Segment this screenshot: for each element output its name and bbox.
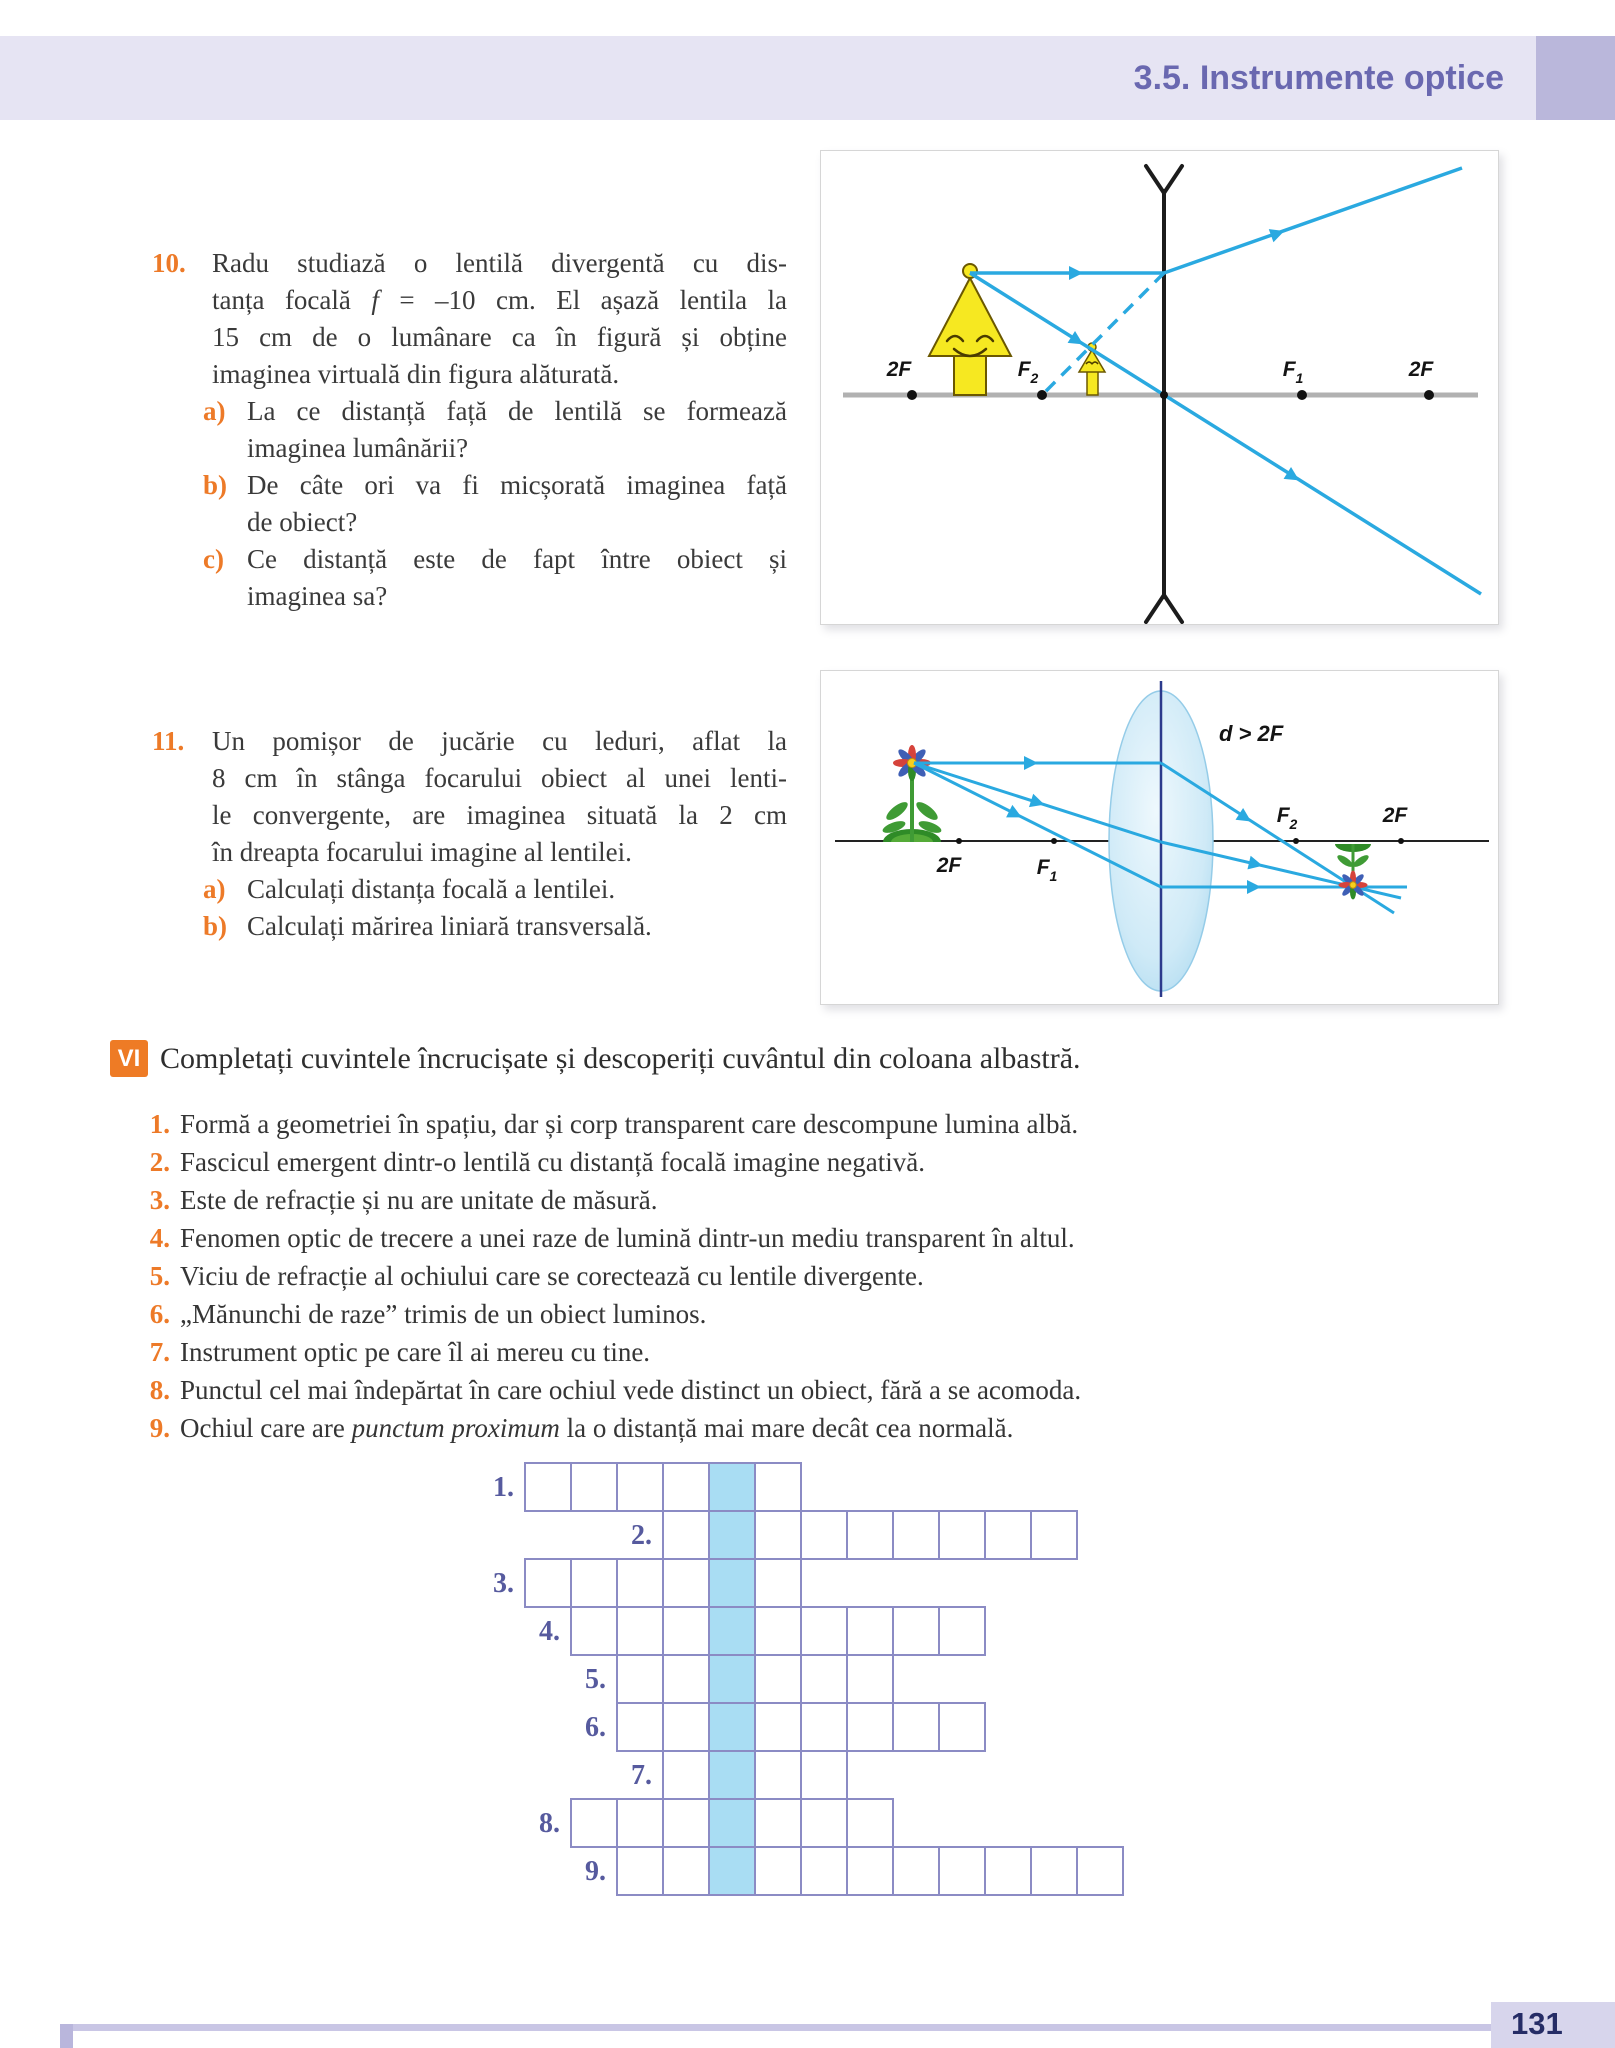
problem-line: 8 cm în stânga focarului obiect al unei lenti- xyxy=(212,763,787,793)
problem-line: Un pomișor de jucărie cu leduri, aflat la xyxy=(212,726,787,756)
crossword-cell xyxy=(984,1846,1032,1896)
label-2f-right: 2F xyxy=(1408,358,1434,381)
item-label-b: b) xyxy=(203,470,228,500)
crossword-cell xyxy=(754,1654,802,1704)
crossword-cell xyxy=(846,1510,894,1560)
crossword-cell xyxy=(938,1606,986,1656)
clue-text: Fascicul emergent dintr-o lentilă cu distanță focală imagine negativă. xyxy=(180,1147,925,1177)
crossword-cell xyxy=(616,1606,664,1656)
problem10-number: 10. xyxy=(152,248,186,278)
clue-text: Formă a geometriei în spațiu, dar și corp transparent care descompune lumina albă. xyxy=(180,1109,1079,1139)
crossword-cell xyxy=(846,1846,894,1896)
clue-number: 2. xyxy=(149,1147,170,1177)
crossword-cell xyxy=(570,1462,618,1512)
crossword-cell xyxy=(524,1558,572,1608)
crossword-cell-highlighted xyxy=(708,1702,756,1752)
crossword-cell-highlighted xyxy=(708,1654,756,1704)
clue-text: Este de refracție și nu are unitate de măsură. xyxy=(180,1185,658,1215)
crossword-row-label: 6. xyxy=(585,1712,606,1743)
clue-number: 7. xyxy=(149,1337,170,1367)
crossword-cell xyxy=(1030,1510,1078,1560)
crossword-cell xyxy=(846,1606,894,1656)
item-label-c: c) xyxy=(203,544,224,574)
crossword-cell xyxy=(800,1750,848,1800)
crossword-cell xyxy=(800,1606,848,1656)
crossword-cell xyxy=(800,1798,848,1848)
crossword-row-label: 4. xyxy=(539,1616,560,1647)
crossword-row-label: 5. xyxy=(585,1664,606,1695)
crossword-cell-highlighted xyxy=(708,1846,756,1896)
crossword-cell xyxy=(800,1846,848,1896)
crossword-cell xyxy=(662,1750,710,1800)
problem-line: Ce distanță este de fapt între obiect și xyxy=(247,544,787,574)
object-candle-icon xyxy=(929,264,1011,395)
section-badge: VI xyxy=(110,1040,148,1077)
crossword-cell xyxy=(754,1462,802,1512)
crossword-cell xyxy=(616,1654,664,1704)
clue-text: Instrument optic pe care îl ai mereu cu tine. xyxy=(180,1337,651,1367)
crossword-cell xyxy=(754,1798,802,1848)
crossword-cell xyxy=(984,1510,1032,1560)
item-label-a: a) xyxy=(203,874,226,904)
crossword-cell xyxy=(892,1606,940,1656)
problem-line xyxy=(212,282,787,319)
crossword-cell xyxy=(616,1798,664,1848)
problem-line: Calculați mărirea liniară transversală. xyxy=(247,911,652,941)
clue-number: 9. xyxy=(149,1413,170,1443)
crossword-cell xyxy=(570,1798,618,1848)
virtual-ray-dashed xyxy=(1042,273,1164,395)
footer-rule xyxy=(60,2024,1491,2031)
header-band xyxy=(0,36,1615,120)
figure-converging-lens xyxy=(820,670,1499,1005)
page-number: 131 xyxy=(1511,2006,1563,2041)
crossword-cell xyxy=(754,1558,802,1608)
crossword-cell xyxy=(570,1558,618,1608)
flower-petals xyxy=(1339,871,1368,900)
focal-length-symbol: f xyxy=(371,285,379,315)
problem-line: La ce distanță față de lentilă se formează xyxy=(247,396,787,426)
crossword-cell xyxy=(662,1654,710,1704)
crossword-cell xyxy=(524,1462,572,1512)
crossword-cell xyxy=(754,1702,802,1752)
problem-line: le convergente, are imaginea situată la 2 cm xyxy=(212,800,787,830)
crossword-cell xyxy=(570,1606,618,1656)
problem-line: Calculați distanța focală a lentilei. xyxy=(247,874,616,904)
crossword-cell xyxy=(892,1702,940,1752)
crossword-cell-highlighted xyxy=(708,1462,756,1512)
crossword-cell xyxy=(662,1798,710,1848)
page-title: 3.5. Instrumente optice xyxy=(1133,59,1504,97)
figure2-diagram xyxy=(821,671,1498,1004)
footer-rule-end xyxy=(60,2024,73,2048)
crossword-cell xyxy=(754,1510,802,1560)
crossword-cell xyxy=(800,1510,848,1560)
crossword-cell xyxy=(938,1846,986,1896)
problem-line: De câte ori va fi micșorată imaginea față xyxy=(247,470,787,500)
crossword-cell xyxy=(662,1606,710,1656)
crossword-cell xyxy=(754,1846,802,1896)
label-condition: d > 2F xyxy=(1219,721,1284,746)
crossword-cell xyxy=(662,1558,710,1608)
crossword-row-label: 7. xyxy=(631,1760,652,1791)
label-f1: $F_1$ xyxy=(1282,358,1304,386)
crossword-cell xyxy=(846,1798,894,1848)
item-label-b: b) xyxy=(203,911,228,941)
problem-line: 15 cm de o lumânare ca în figură și obține xyxy=(212,322,787,352)
crossword-cell xyxy=(846,1654,894,1704)
crossword-cell xyxy=(616,1702,664,1752)
object-tree-icon xyxy=(881,745,943,842)
crossword-row-label: 2. xyxy=(631,1520,652,1551)
label-2f-right: 2F xyxy=(1382,804,1408,827)
crossword-cell xyxy=(800,1654,848,1704)
central-ray xyxy=(970,273,1481,594)
crossword-cell-highlighted xyxy=(708,1798,756,1848)
crossword-cell xyxy=(800,1702,848,1752)
crossword-row-label: 1. xyxy=(493,1472,514,1503)
text-segment: = –10 cm. El așază lentila la xyxy=(378,285,788,315)
problem-line: în dreapta focarului imagine al lentilei. xyxy=(212,837,632,867)
label-f2: $F_2$ xyxy=(1276,804,1298,832)
crossword-cell xyxy=(662,1702,710,1752)
crossword-row-label: 8. xyxy=(539,1808,560,1839)
problem-line: de obiect? xyxy=(247,507,358,537)
refracted-ray xyxy=(1164,168,1462,273)
crossword-cell xyxy=(616,1462,664,1512)
section-title: Completați cuvintele încrucișate și descoperiți cuvântul din coloana albastră. xyxy=(160,1042,1081,1075)
label-f1: $F_1$ xyxy=(1036,856,1058,884)
crossword-cell xyxy=(754,1606,802,1656)
crossword-cell xyxy=(846,1702,894,1752)
crossword-cell-highlighted xyxy=(708,1750,756,1800)
label-2f-left: 2F xyxy=(936,854,962,877)
figure-diverging-lens xyxy=(820,150,1499,625)
header-corner-block xyxy=(1536,36,1615,120)
clue-number: 5. xyxy=(149,1261,170,1291)
item-label-a: a) xyxy=(203,396,226,426)
crossword-cell xyxy=(662,1462,710,1512)
clue-text: Ochiul care are punctum proximum la o distanță mai mare decât cea normală. xyxy=(180,1413,1014,1443)
crossword-cell xyxy=(938,1702,986,1752)
problem-line: imaginea virtuală din figura alăturată. xyxy=(212,359,620,389)
crossword-row-label: 3. xyxy=(493,1568,514,1599)
crossword-cell xyxy=(1076,1846,1124,1896)
crossword-cell-highlighted xyxy=(708,1510,756,1560)
text-segment: tanța focală xyxy=(212,285,372,315)
clue-text: Viciu de refracție al ochiului care se corectează cu lentile divergente. xyxy=(180,1261,924,1291)
clue-number: 3. xyxy=(149,1185,170,1215)
crossword-cell xyxy=(892,1510,940,1560)
problem-line: Radu studiază o lentilă divergentă cu dis- xyxy=(212,248,787,278)
crossword-cell xyxy=(1030,1846,1078,1896)
figure1-diagram xyxy=(821,151,1498,624)
crossword-cell-highlighted xyxy=(708,1558,756,1608)
problem11-number: 11. xyxy=(152,726,185,756)
crossword-cell xyxy=(892,1846,940,1896)
clue-text: Punctul cel mai îndepărtat în care ochiul vede distinct un obiect, fără a se acomoda. xyxy=(180,1375,1082,1405)
problem-line: imaginea lumânării? xyxy=(247,433,469,463)
crossword-cell xyxy=(616,1558,664,1608)
label-f2: $F_2$ xyxy=(1017,358,1039,386)
crossword-row-label: 9. xyxy=(585,1856,606,1887)
crossword-cell xyxy=(662,1846,710,1896)
clue-number: 4. xyxy=(149,1223,170,1253)
crossword-cell xyxy=(662,1510,710,1560)
clue-number: 6. xyxy=(149,1299,170,1329)
problem-line: imaginea sa? xyxy=(247,581,388,611)
crossword-cell xyxy=(754,1750,802,1800)
clue-number: 1. xyxy=(149,1109,170,1139)
clue-text: Fenomen optic de trecere a unei raze de lumină dintr-un mediu transparent în altul. xyxy=(180,1223,1075,1253)
clue-number: 8. xyxy=(149,1375,170,1405)
label-2f-left: 2F xyxy=(886,358,912,381)
crossword-cell xyxy=(616,1846,664,1896)
crossword-cell-highlighted xyxy=(708,1606,756,1656)
crossword-cell xyxy=(938,1510,986,1560)
light-rays xyxy=(970,168,1481,594)
clue-text: „Mănunchi de raze” trimis de un obiect luminos. xyxy=(180,1299,707,1329)
page-number-box xyxy=(1491,2002,1615,2048)
